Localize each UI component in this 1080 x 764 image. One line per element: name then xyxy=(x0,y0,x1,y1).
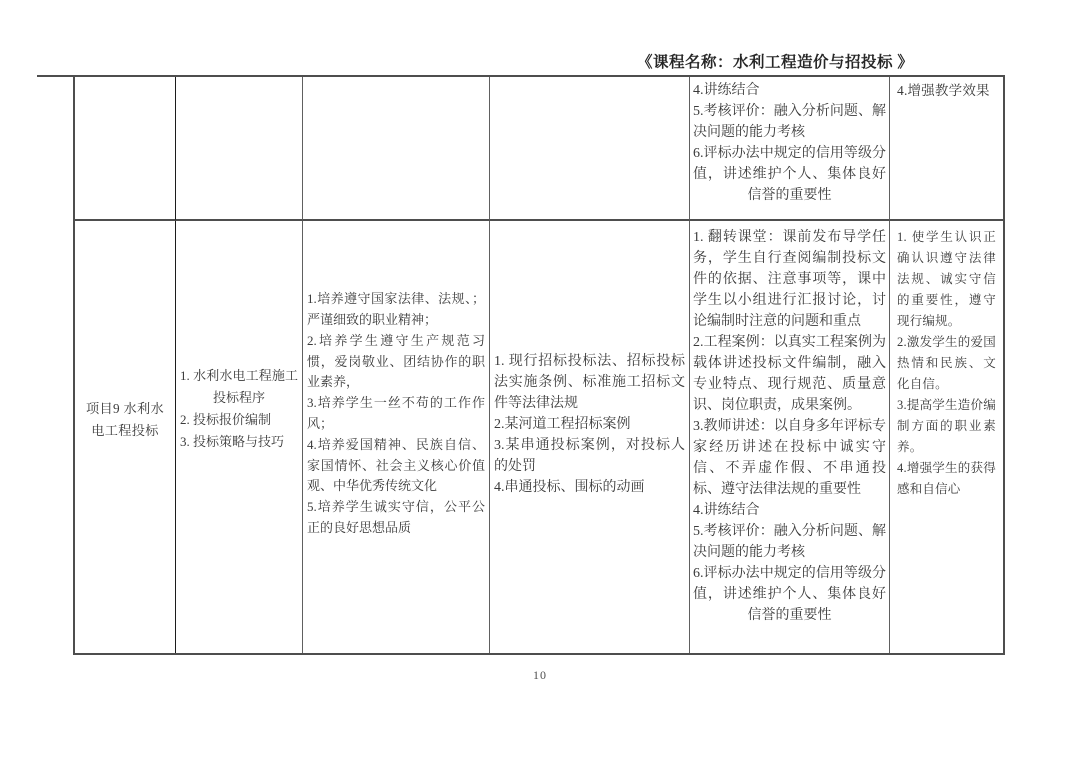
cell-empty-project xyxy=(75,77,176,221)
table-cell-paragraph: 4.讲练结合 xyxy=(693,503,760,518)
table-cell-paragraph: 3.某串通投标案例，对投标人的处罚 xyxy=(494,437,685,474)
table-cell-paragraph: 3. 投标策略与技巧 xyxy=(180,434,285,449)
cell-teaching-resources xyxy=(490,221,690,653)
table-cell-paragraph: 4.增强教学效果 xyxy=(897,83,990,98)
table-cell-paragraph: 3.教师讲述：以自身多年评标专家经历讲述在投标中诚实守信、不弄虚作假、不串通投标、遵守法律法规的重要性 xyxy=(693,419,886,497)
table-cell-paragraph: 4.讲练结合 xyxy=(693,83,760,98)
table-cell-paragraph: 2.激发学生的爱国热情和民族、文化自信。 xyxy=(897,335,996,391)
table-cell-paragraph: 5.培养学生诚实守信，公平公正的良好思想品质 xyxy=(307,499,485,535)
table-cell-paragraph: 4.培养爱国精神、民族自信、家国情怀、社会主义核心价值观、中华优秀传统文化 xyxy=(307,436,485,494)
cell-teaching-methods xyxy=(690,221,890,653)
table-cell-paragraph: 1. 现行招标投标法、招标投标法实施条例、标准施工招标文件等法律法规 xyxy=(494,353,685,411)
cell-empty-resources xyxy=(490,77,690,221)
table-top-border-extension xyxy=(37,75,77,77)
table-cell-paragraph: 1.培养遵守国家法律、法规、；严谨细致的职业精神； xyxy=(307,291,485,328)
table-cell-paragraph: 1. 水利水电工程施工投标程序 xyxy=(180,368,298,405)
table-cell-paragraph: 2.培养学生遵守生产规范习惯，爱岗敬业、团结协作的职业素养， xyxy=(307,332,485,390)
table-cell-paragraph: 2.某河道工程招标案例 xyxy=(494,416,631,432)
cell-teaching-effects xyxy=(890,221,1003,653)
cell-empty-contents xyxy=(176,77,303,221)
table-cell-paragraph: 1. 翻转课堂：课前发布导学任务，学生自行查阅编制投标文件的依据、注意事项等，课中学生以小组进行汇报讨论，讨论编制时注意的问题和重点 xyxy=(693,230,886,329)
cell-quality-objectives xyxy=(303,221,490,653)
cell-empty-objectives xyxy=(303,77,490,221)
table-cell-paragraph: 1. 使学生认识正确认识遵守法律法规、诚实守信的重要性，遵守现行编规。 xyxy=(897,230,996,328)
cell-teaching-effects-continued xyxy=(890,77,1003,221)
course-design-table xyxy=(73,75,1005,655)
cell-project-name: 项目9 水利水电工程投标 xyxy=(75,221,176,653)
table-cell-paragraph: 3.培养学生一丝不苟的工作作风； xyxy=(307,395,485,431)
cell-teaching-methods-continued xyxy=(690,77,890,221)
cell-teaching-contents xyxy=(176,221,303,653)
table-cell-paragraph: 2. 投标报价编制 xyxy=(180,412,272,427)
table-cell-paragraph: 5.考核评价：融入分析问题、解决问题的能力考核 xyxy=(693,524,886,560)
table-cell-paragraph: 6.评标办法中规定的信用等级分值，讲述维护个人、集体良好信誉的重要性 xyxy=(693,146,886,203)
table-cell-paragraph: 3.提高学生造价编制方面的职业素养。 xyxy=(897,398,996,454)
table-cell-paragraph: 4.串通投标、围标的动画 xyxy=(494,479,645,495)
table-cell-paragraph: 2.工程案例：以真实工程案例为载体讲述投标文件编制，融入专业特点、现行规范、质量意识、岗位职责，成果案例。 xyxy=(693,335,886,413)
table-cell-paragraph: 4.增强学生的获得感和自信心 xyxy=(897,461,996,496)
table-cell-paragraph: 6.评标办法中规定的信用等级分值，讲述维护个人、集体良好信誉的重要性 xyxy=(693,566,886,623)
page-number: 10 xyxy=(533,668,547,682)
table-cell-paragraph: 5.考核评价：融入分析问题、解决问题的能力考核 xyxy=(693,104,886,140)
course-title: 《课程名称：水利工程造价与招投标 》 xyxy=(637,54,914,71)
